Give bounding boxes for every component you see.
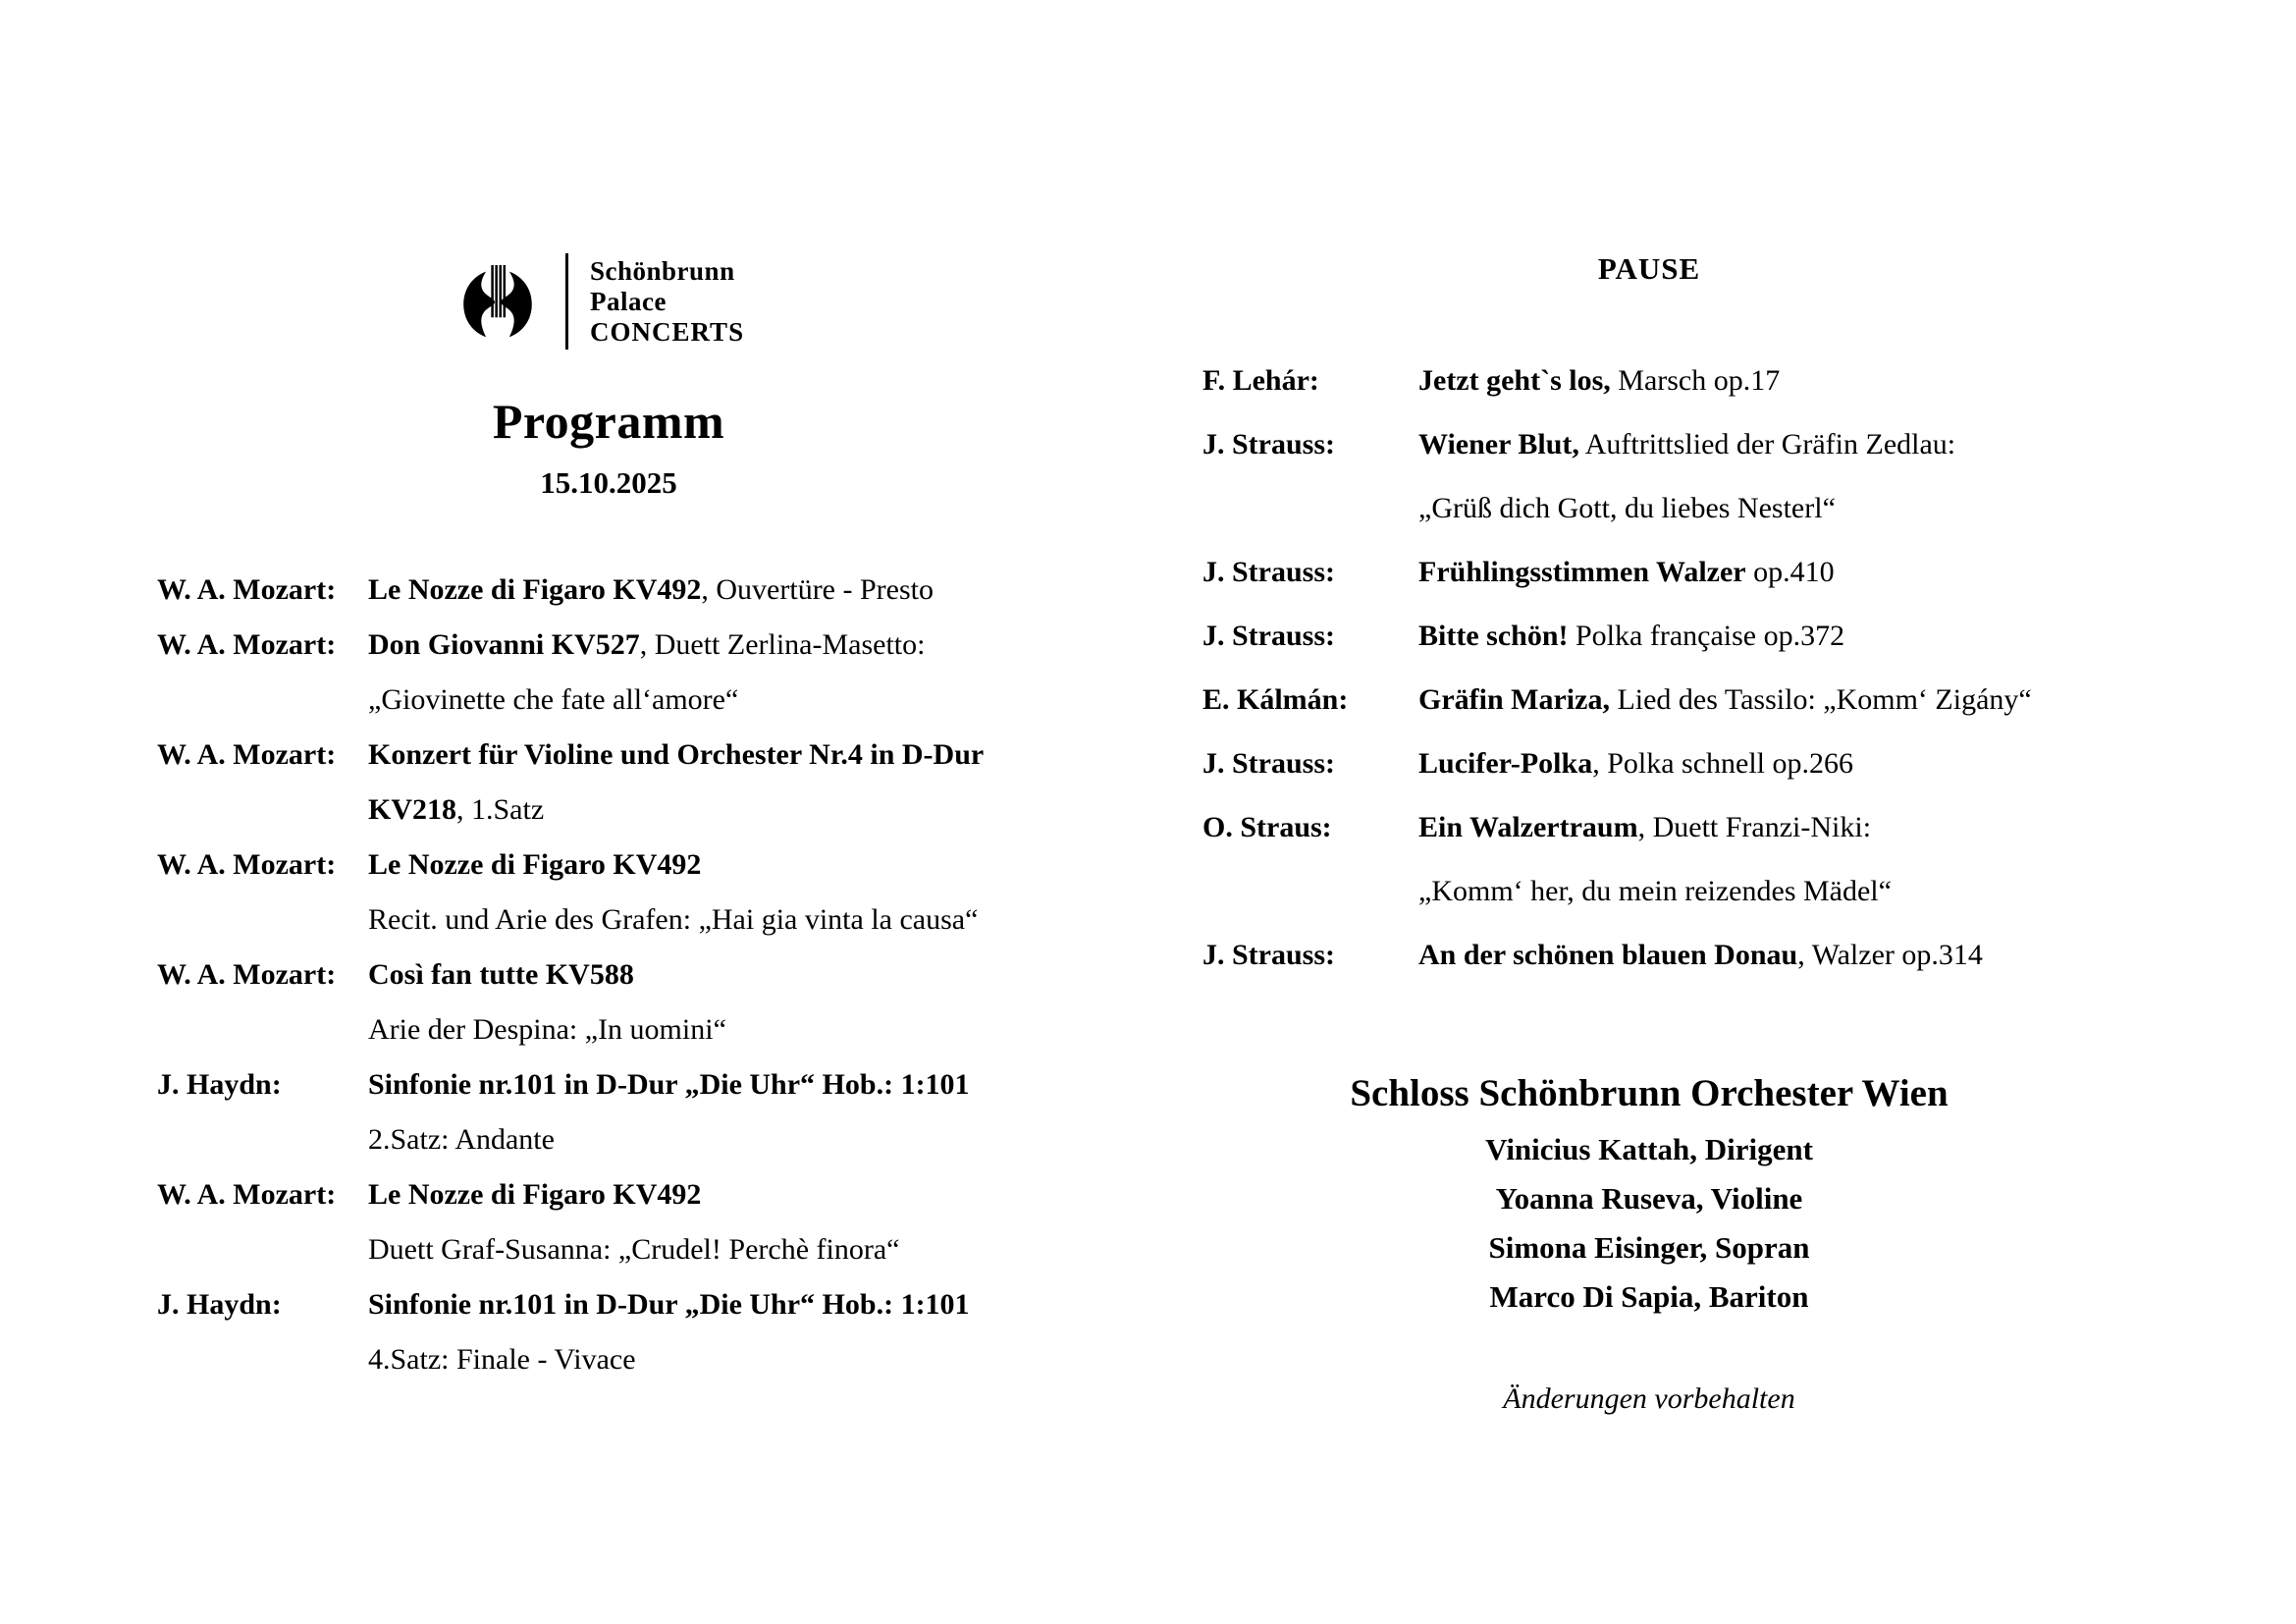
changes-reserved-note: Änderungen vorbehalten bbox=[1503, 1382, 1795, 1415]
piece-title bbox=[368, 904, 978, 935]
piece-title bbox=[1418, 684, 2032, 715]
piece-title bbox=[1418, 365, 1780, 396]
composer-label: F. Lehár: bbox=[1202, 364, 1319, 397]
page-title: Programm bbox=[492, 394, 725, 449]
program-row bbox=[157, 1014, 1198, 1045]
piece-title bbox=[368, 1344, 636, 1375]
piece-title-detail: , 1.Satz bbox=[456, 793, 545, 826]
credits-block bbox=[1207, 1072, 2091, 1416]
piece-title bbox=[368, 849, 701, 880]
performer-line: Marco Di Sapia, Bariton bbox=[1489, 1279, 1809, 1314]
program-row bbox=[157, 1234, 1198, 1265]
piece-title-detail: Lied des Tassilo: „Komm‘ Zigány“ bbox=[1609, 683, 2032, 716]
composer-label: J. Strauss: bbox=[1202, 428, 1336, 460]
piece-title-bold: Don Giovanni KV527 bbox=[368, 628, 640, 661]
program-row bbox=[1202, 748, 2263, 779]
piece-title-bold: Sinfonie nr.101 in D-Dur „Die Uhr“ Hob.: 1:101 bbox=[368, 1068, 970, 1101]
piece-title bbox=[368, 684, 738, 715]
piece-title-bold: Ein Walzertraum bbox=[1418, 811, 1638, 843]
piece-title bbox=[368, 739, 984, 770]
program-row bbox=[1202, 812, 2263, 842]
composer-label bbox=[1202, 876, 1418, 906]
piece-title-detail: Duett Graf-Susanna: „Crudel! Perchè finora“ bbox=[368, 1233, 900, 1266]
program-row bbox=[157, 1289, 1198, 1320]
piece-title bbox=[1418, 493, 1836, 523]
piece-title-bold: Sinfonie nr.101 in D-Dur „Die Uhr“ Hob.: 1:101 bbox=[368, 1288, 970, 1321]
program-row bbox=[157, 1179, 1198, 1210]
program-row bbox=[1202, 940, 2263, 970]
piece-title bbox=[368, 574, 934, 605]
composer-label: W. A. Mozart: bbox=[157, 738, 337, 771]
program-row bbox=[1202, 621, 2263, 651]
program-list-second-half bbox=[1202, 365, 2263, 1003]
program-row bbox=[157, 794, 1198, 825]
composer-label: W. A. Mozart: bbox=[157, 1178, 337, 1211]
program-row bbox=[1202, 876, 2263, 906]
piece-title-bold: KV218 bbox=[368, 793, 456, 826]
composer-label bbox=[157, 1234, 368, 1265]
program-row bbox=[157, 904, 1198, 935]
program-row bbox=[157, 1124, 1198, 1155]
piece-title bbox=[368, 629, 925, 660]
logo-divider bbox=[565, 253, 568, 350]
program-row bbox=[157, 1069, 1198, 1100]
program-row bbox=[157, 684, 1198, 715]
piece-title bbox=[368, 1014, 726, 1045]
piece-title-bold: Wiener Blut, bbox=[1418, 428, 1579, 460]
piece-title-bold: Le Nozze di Figaro KV492 bbox=[368, 848, 702, 881]
logo-brand-line: CONCERTS bbox=[590, 316, 745, 347]
program-row bbox=[1202, 429, 2263, 460]
piece-title bbox=[1418, 812, 1871, 842]
program-row bbox=[157, 1344, 1198, 1375]
piece-title-detail: „Komm‘ her, du mein reizendes Mädel“ bbox=[1418, 875, 1892, 907]
piece-title bbox=[1418, 557, 1835, 587]
program-row bbox=[1202, 684, 2263, 715]
composer-label: W. A. Mozart: bbox=[157, 958, 337, 991]
program-row bbox=[157, 959, 1198, 990]
program-row bbox=[157, 574, 1198, 605]
piece-title-bold: Frühlingsstimmen Walzer bbox=[1418, 556, 1746, 588]
program-row bbox=[1202, 557, 2263, 587]
piece-title-bold: Konzert für Violine und Orchester Nr.4 in D-Dur bbox=[368, 738, 985, 771]
piece-title-detail: , Duett Zerlina-Masetto: bbox=[639, 628, 926, 661]
piece-title bbox=[368, 1069, 970, 1100]
composer-label bbox=[157, 794, 368, 825]
piece-title-detail: Arie der Despina: „In uomini“ bbox=[368, 1013, 726, 1046]
program-row bbox=[157, 629, 1198, 660]
piece-title-detail: „Grüß dich Gott, du liebes Nesterl“ bbox=[1418, 492, 1836, 524]
piece-title bbox=[368, 1124, 555, 1155]
logo-brand-line: Schönbrunn bbox=[590, 255, 735, 286]
composer-label: O. Straus: bbox=[1202, 811, 1332, 843]
piece-title bbox=[368, 794, 544, 825]
piece-title-bold: Gräfin Mariza, bbox=[1418, 683, 1610, 716]
logo-wordmark bbox=[590, 256, 744, 348]
performer-line: Simona Eisinger, Sopran bbox=[1488, 1230, 1810, 1265]
piece-title-detail: Recit. und Arie des Grafen: „Hai gia vinta la causa“ bbox=[368, 903, 979, 936]
piece-title-bold: Jetzt geht`s los, bbox=[1418, 364, 1611, 397]
piece-title-bold: Bitte schön! bbox=[1418, 620, 1569, 652]
piece-title-bold: Lucifer-Polka bbox=[1418, 747, 1593, 780]
logo-brand-line: Palace bbox=[590, 286, 667, 316]
brand-logo bbox=[461, 253, 744, 350]
concert-date: 15.10.2025 bbox=[540, 465, 677, 500]
piece-title bbox=[368, 1289, 970, 1320]
piece-title bbox=[1418, 429, 1955, 460]
piece-title bbox=[1418, 940, 1983, 970]
composer-label: E. Kálmán: bbox=[1202, 683, 1349, 716]
piece-title bbox=[1418, 876, 1892, 906]
piece-title bbox=[1418, 621, 1844, 651]
composer-label: W. A. Mozart: bbox=[157, 573, 337, 606]
piece-title-bold: Così fan tutte KV588 bbox=[368, 958, 634, 991]
piece-title bbox=[368, 1234, 899, 1265]
composer-label bbox=[157, 684, 368, 715]
piece-title-detail: „Giovinette che fate all‘amore“ bbox=[368, 683, 739, 716]
piece-title-detail: , Duett Franzi-Niki: bbox=[1637, 811, 1872, 843]
piece-title bbox=[368, 1179, 701, 1210]
piece-title-detail: 4.Satz: Finale - Vivace bbox=[368, 1343, 636, 1376]
composer-label: J. Strauss: bbox=[1202, 747, 1336, 780]
composer-label: J. Haydn: bbox=[157, 1068, 282, 1101]
performer-line: Yoanna Ruseva, Violine bbox=[1495, 1181, 1803, 1216]
composer-label: J. Haydn: bbox=[157, 1288, 282, 1321]
composer-label bbox=[157, 1014, 368, 1045]
composer-label: J. Strauss: bbox=[1202, 620, 1336, 652]
performer-line: Vinicius Kattah, Dirigent bbox=[1485, 1132, 1813, 1166]
program-list-first-half bbox=[157, 574, 1198, 1399]
composer-label bbox=[157, 1124, 368, 1155]
composer-label: J. Strauss: bbox=[1202, 939, 1336, 971]
composer-label bbox=[157, 904, 368, 935]
piece-title-bold: An der schönen blauen Donau bbox=[1418, 939, 1798, 971]
pause-heading: PAUSE bbox=[1597, 251, 1701, 286]
piece-title-detail: op.410 bbox=[1745, 556, 1835, 588]
program-row bbox=[157, 739, 1198, 770]
program-row bbox=[157, 849, 1198, 880]
program-row bbox=[1202, 365, 2263, 396]
composer-label: W. A. Mozart: bbox=[157, 628, 337, 661]
program-row bbox=[1202, 493, 2263, 523]
piece-title-detail: 2.Satz: Andante bbox=[368, 1123, 555, 1156]
composer-label bbox=[157, 1344, 368, 1375]
orchestra-name: Schloss Schönbrunn Orchester Wien bbox=[1350, 1072, 1949, 1114]
piece-title-detail: Polka française op.372 bbox=[1568, 620, 1845, 652]
piece-title-bold: Le Nozze di Figaro KV492 bbox=[368, 573, 702, 606]
piece-title-detail: , Polka schnell op.266 bbox=[1592, 747, 1853, 780]
piece-title bbox=[1418, 748, 1853, 779]
piece-title-detail: , Ouvertüre - Presto bbox=[701, 573, 934, 606]
piece-title-detail: Marsch op.17 bbox=[1610, 364, 1781, 397]
performer-list bbox=[1207, 1125, 2091, 1322]
composer-label bbox=[1202, 493, 1418, 523]
composer-label: J. Strauss: bbox=[1202, 556, 1336, 588]
composer-label: W. A. Mozart: bbox=[157, 848, 337, 881]
piece-title-bold: Le Nozze di Figaro KV492 bbox=[368, 1178, 702, 1211]
piece-title-detail: , Walzer op.314 bbox=[1797, 939, 1983, 971]
violin-body-strings-icon bbox=[461, 263, 534, 340]
piece-title bbox=[368, 959, 634, 990]
piece-title-detail: Auftrittslied der Gräfin Zedlau: bbox=[1578, 428, 1956, 460]
